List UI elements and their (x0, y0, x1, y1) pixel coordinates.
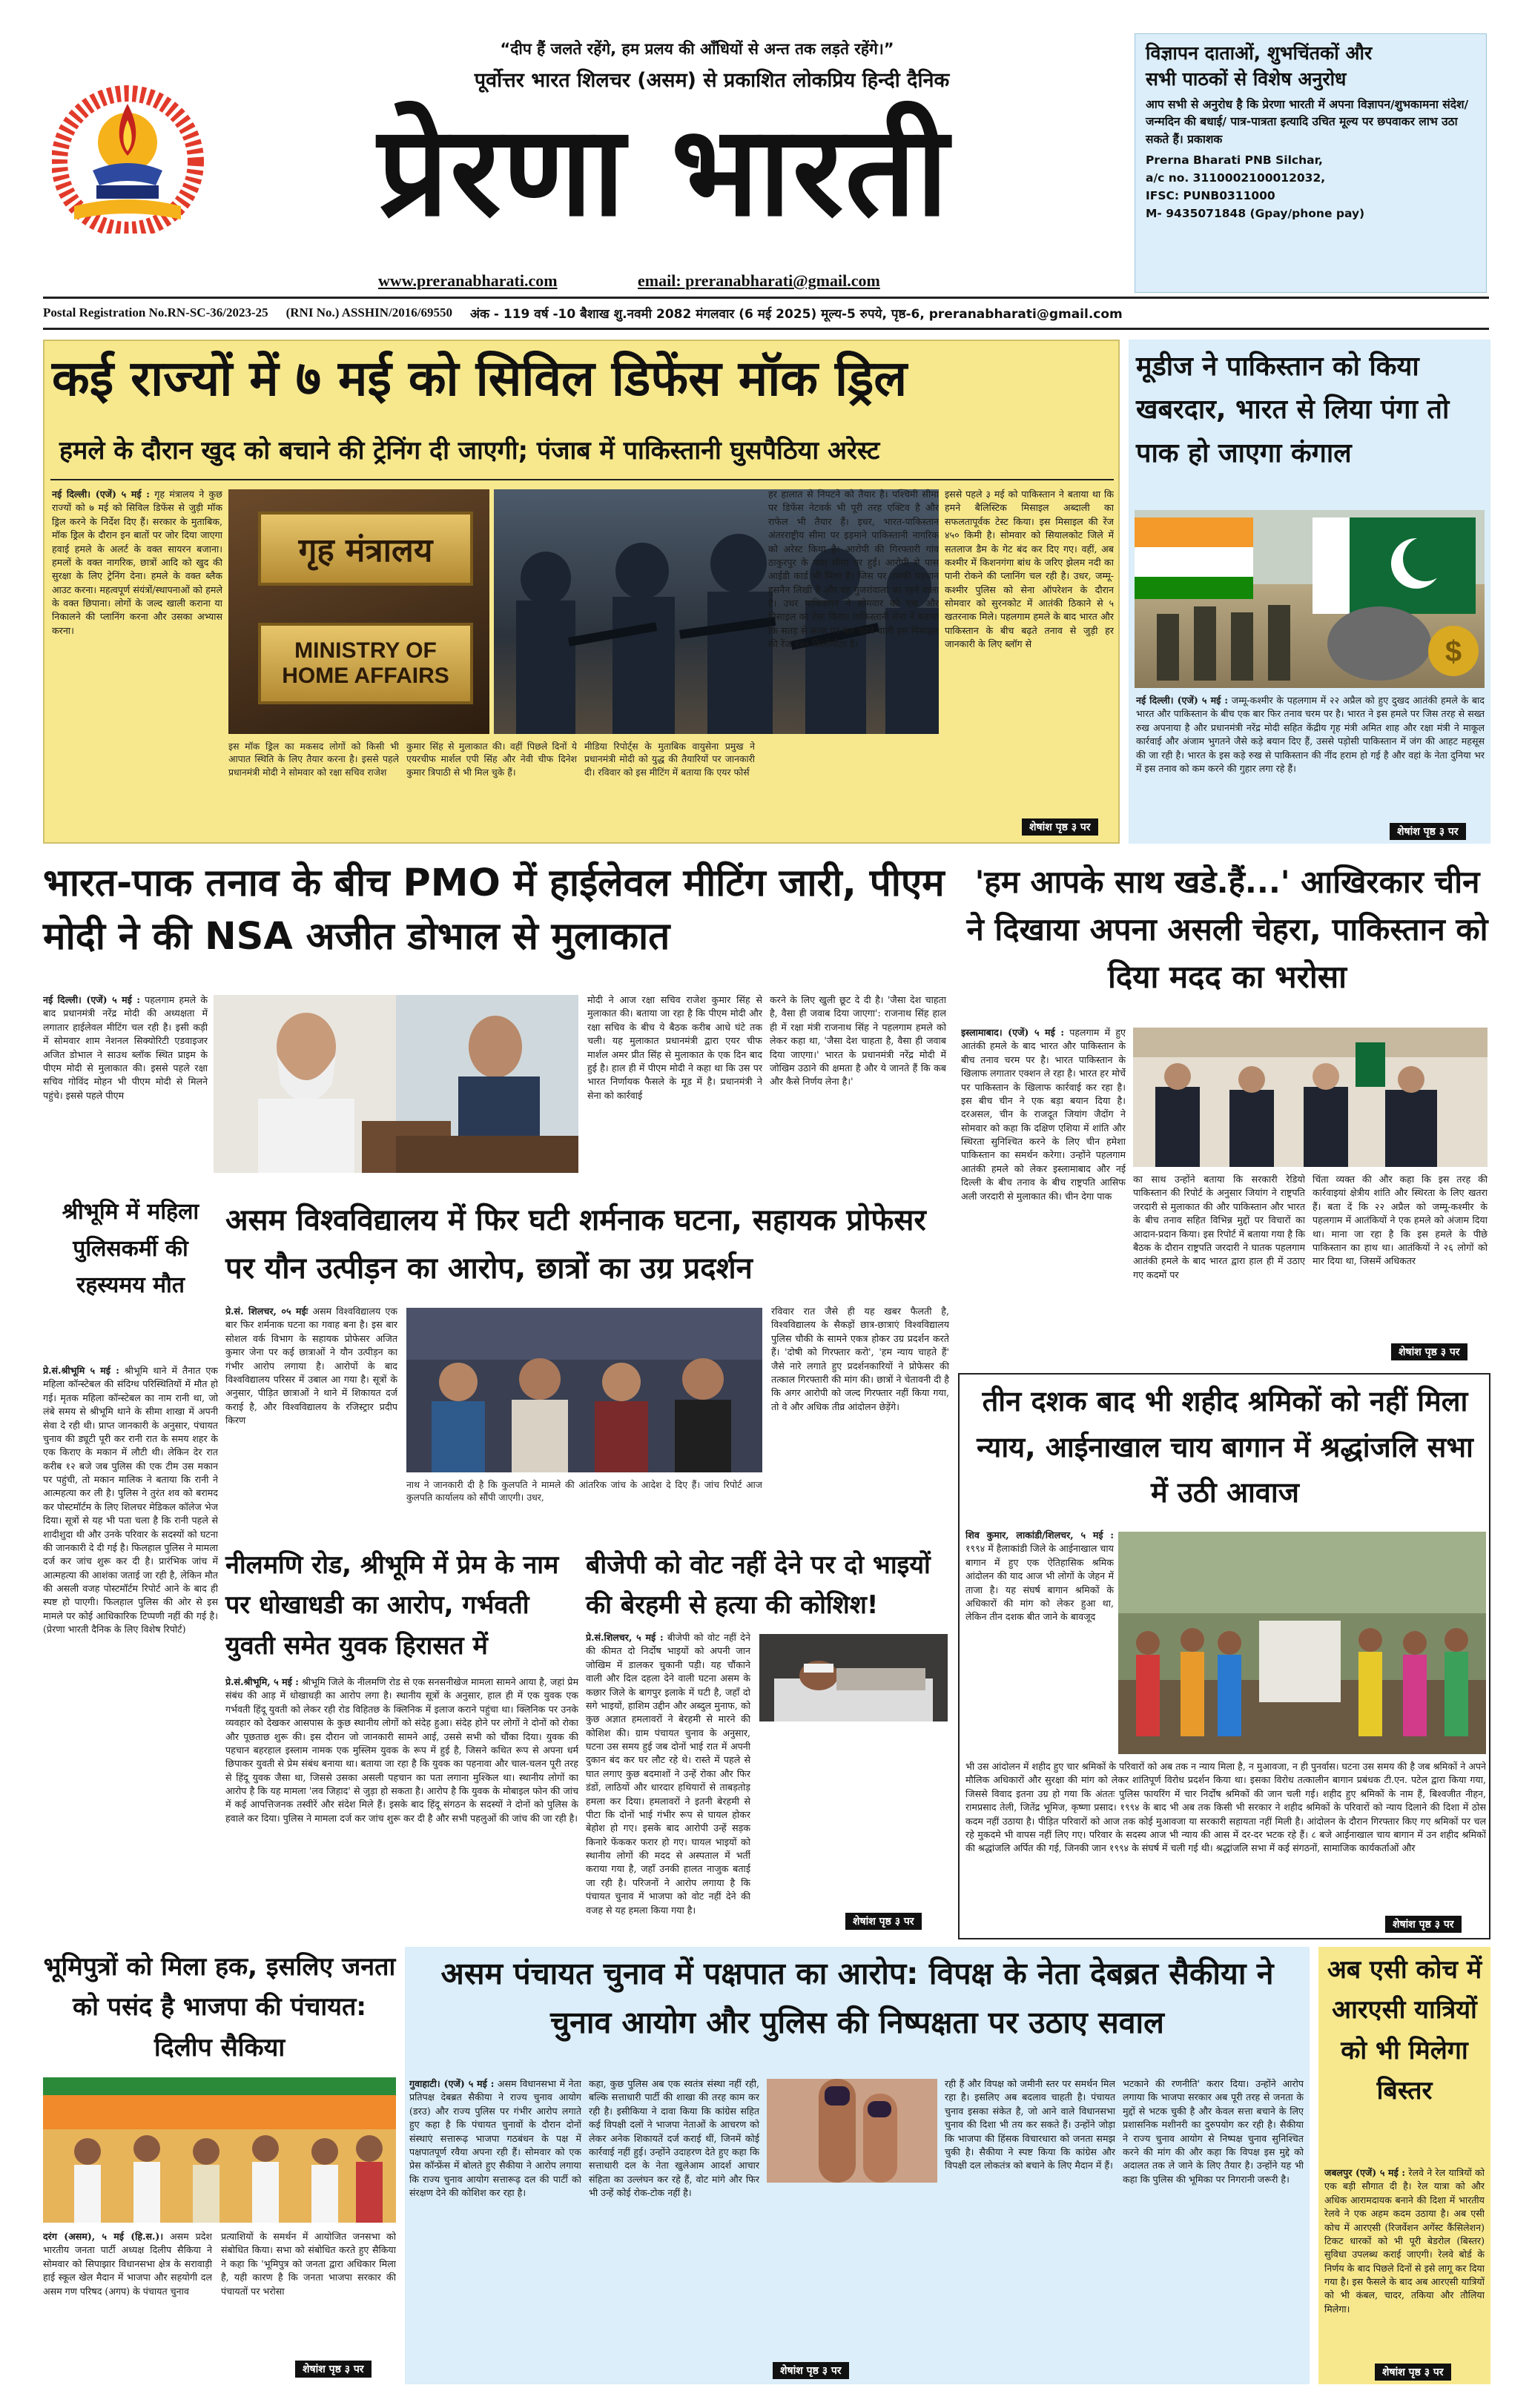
tribute-meeting-photo (1118, 1532, 1486, 1754)
injured-brothers-photo (759, 1634, 948, 1721)
china-col-3: चिंता व्यक्त की और कहा कि इस तरह की कार्रवाइयां क्षेत्रीय शांति और स्थिरता के लिए खतरा हैं। बता दें कि २२ अप्रैल को जम्मू-कश्मीर के पहलगाम में आतंकियों ने एक हमले को अंजाम दिया था। माना जा रहा है कि इस हमले के पीछे पाकिस्तान का हाथ था। आतंकियों ने २६ लोगों को मार दिया था, जिसमें अधिकतर (1313, 1174, 1488, 1267)
moodys-dateline: नई दिल्ली। (एजें) ५ मई : (1136, 695, 1229, 706)
ac-coach-dateline: जबलपुर (एजें) ५ मई : (1324, 2167, 1406, 2178)
panchayat-dateline: गुवाहाटी। (एजें) ५ मई : (409, 2078, 495, 2089)
china-dateline: इस्लामाबाद। (एजें) ५ मई : (961, 1027, 1064, 1038)
pakistan-bomb-photo (1135, 510, 1485, 688)
inked-finger-photo (767, 2079, 937, 2183)
china-continued[interactable]: शेषांश पृष्ठ ३ पर (1391, 1343, 1467, 1360)
tea-dateline: शिव कुमार, लाकांडी/शिलचर, ५ मई : (965, 1529, 1114, 1541)
university-col-1 (225, 1305, 397, 1527)
panchayat-headline: असम पंचायत चुनाव में पक्षपात का आरोप: विपक्ष के नेता देबब्रत सैकीया ने चुनाव आयोग और पुलिस की निष्पक्षता पर उठाए सवाल (440, 1956, 1274, 2040)
lead-story (43, 340, 1120, 844)
svg-text:$: $ (1444, 635, 1462, 668)
bhumiputra-dateline: दरंग (असम), ५ मई (हि.स.)। (43, 2231, 164, 2242)
lead-continued[interactable]: शेषांश पृष्ठ ३ पर (1022, 818, 1098, 836)
tea-col-1 (965, 1529, 1114, 1751)
panchayat-col-4: भटकाने की रणनीति' करार दिया। उन्होंने आरोप लगाया कि भाजपा सरकार अब पूरी तरह से जनता के मुद्दों से भटक चुकी है और केवल सत्ता बचाने के लिए प्रशासनिक मशीनरी का दुरुपयोग कर रही है। सैकीया ने राज्य चुनाव आयोग से निष्पक्ष चुनाव सुनिश्चित करने की मांग की और कहा कि विपक्ष इस मुद्दे को अदालत तक ले जाने के लिए तैयार है। उन्होंने यह भी कहा कि पुलिस की भूमिका पर निगरानी जरूरी है। (1123, 2078, 1304, 2185)
sign-text-hindi: गृह मंत्रालय (298, 532, 433, 569)
lead-caption-1: इस मॉक ड्रिल का मकसद लोगों को किसी भी आपात स्थिति के लिए तैयार करना है। इससे पहले प्रधानमंत्री मोदी ने सोमवार को रक्षा सचिव राजेश (228, 741, 399, 778)
student-protest-photo (406, 1308, 762, 1472)
university-col-1-text: असम विश्वविद्यालय एक बार फिर शर्मनाक घटना का गवाह बना है। इस बार सोशल वर्क विभाग के सहायक प्रोफेसर अजित कुमार जेना पर कई छात्राओं ने यौन उत्पीड़न का गंभीर आरोप लगाया है। आरोपों के बाद विश्वविद्यालय परिसर में उबाल आ गया है। सूत्रों के अनुसार, पीड़ित छात्राओं ने थाने में शिकायत दर्ज कराई है, और विश्वविद्यालय के रजिस्ट्रार प्रदीप किरण (225, 1306, 397, 1426)
masthead-subtitle: पूर्वोत्तर भारत शिलचर (असम) से प्रकाशित लोकप्रिय हिन्दी दैनिक (474, 69, 950, 92)
pmo-col-1-text: पहलगाम हमले के बाद प्रधानमंत्री नरेंद्र मोदी की अध्यक्षता में लगातार हाईलेवल मीटिंग चल रही है। इसी कड़ी में सोमवार शाम नेशनल सिक्योरिटी एडवाइजर अजित डोभाल ने साउथ ब्लॉक स्थित प्राइम के पीएम मोदी से मुलाकात की। इससे पहले रक्षा सचिव गोविंद मोहन भी पीएम मोदी से मिलने पहुंचे। इससे पहले पीएम (43, 994, 208, 1101)
bank-line-3: IFSC: PUNB0311000 (1146, 188, 1275, 202)
panchayat-col-3: रही हैं और विपक्ष को जमीनी स्तर पर समर्थन मिल रहा है। इसलिए अब बदलाव चाहती है। पंचायत चुनाव इसका संकेत है, जो आने वाले विधानसभा चुनाव की दिशा भी तय कर सकते हैं। उन्होंने जोड़ा कि भाजपा की हिंसक विचारधारा को जनता समझ चुकी है। सैकीया ने स्पष्ट किया कि कांग्रेस और विपक्षी दल लोकतंत्र को बचाने के लिए मैदान में हैं। (945, 2078, 1115, 2172)
sribhumi-headline: श्रीभूमि में महिला पुलिसकर्मी की रहस्यमय मौत (62, 1199, 199, 1298)
ac-coach-story (1318, 1947, 1490, 2384)
tea-garden-story (958, 1373, 1490, 1939)
bjp-story (586, 1545, 949, 1936)
ac-coach-headline: अब एसी कोच में आरएसी यात्रियों को भी मिलेगा बिस्तर (1327, 1955, 1482, 2106)
pmo-dateline: नई दिल्ली। (एजें) ५ मई : (43, 994, 140, 1005)
ac-coach-body (1324, 2166, 1485, 2356)
ac-coach-continued[interactable]: शेषांश पृष्ठ ३ पर (1375, 2364, 1451, 2381)
tea-body: भी उस आंदोलन में शहीद हुए चार श्रमिकों के परिवारों को अब तक न न्याय मिला है, न मुआवजा, न ही पुनर्वास। घटना उस समय की है जब श्रमिकों ने अपने मौलिक अधिकारों और सुरक्षा की मांग को लेकर शांतिपूर्ण विरोध प्रदर्शन किया था। इसका विरोध तत्कालीन बागान प्रबंधक टी.एन. पटेल द्वारा किया गया, जिससे विवाद इतना उग्र हो गया कि अंततः पुलिस फायरिंग में चार निर्दोष श्रमिकों की जान चली गई। शहीद हुए श्रमिकों के नाम हैं, बिश्वजीत नीहन, रामप्रसाद तेली, जितेंद्र भूमिज, कृष्णा प्रसाद। १९९४ के बाद भी अब तक किसी भी सरकार ने शहीद श्रमिकों के परिवारों को न्याय दिलाने की दिशा में ठोस कदम नहीं उठाया है। पीड़ित परिवारों को आज तक कोई मुआवजा या सरकारी सहायता नहीं मिली है। आंदोलन के दौरान गिरफ्तार किए गए श्रमिकों पर चल रहे मुकदमे भी वापस नहीं लिए गए। परिवार के सदस्य आज भी न्याय की आस में दर-दर भटक रहे हैं। ८ बजे आईनाखाल चाय बागान में उन शहीद श्रमिकों की श्रद्धांजलि अर्पित की गई, जिनकी जान १९९४ के संघर्ष में चली गई थी। श्रद्धांजलि सभा में कई संगठनों, सामाजिक कार्यकर्ताओं और (965, 1761, 1486, 1854)
nilmani-headline: नीलमणि रोड, श्रीभूमि में प्रेम के नाम पर धोखाधडी का आरोप, गर्भवती युवती समेत युवक हिरासत में (225, 1550, 559, 1661)
lead-col-2: हर हालात से निपटने को तैयार है। पश्चिमी सीमा पर डिफेंस नेटवर्क भी पूरी तरह एक्टिव है और राफेल भी तैयार हैं। इधर, भारत-पाकिस्तान अंतरराष्ट्रीय सीमा पर इड़माने पाकिस्तानी नागरिक को अरेस्ट किया है। आरोपी की गिरफ्तारी गांव ठाकुरपुर के पास सीमा पर हुई। आरोपी से पास आईडी कार्ड भी मिला है। जिस पर उसकी पहचान हुसनैन लिखी है और वह गुजरांवाला का रहने वाला है। उधर पाकिस्तान ने सोमवार को एक और मिसाइल का टेस्ट किया। पाकिस्तानी सेना ने बताया कि सतह से सतह पर मार करने वाली इस मिसाइल की रेंज १२० किलोमीटर है। (768, 489, 939, 650)
notice-line-1: विज्ञापन दाताओं, शुभचिंतकों और (1146, 42, 1373, 64)
bjp-headline: बीजेपी को वोट नहीं देने पर दो भाइयों की बेरहमी से हत्या की कोशिश! (586, 1550, 931, 1621)
sribhumi-body-text: श्रीभूमि थाने में तैनात एक महिला कॉन्स्टेबल की संदिग्ध परिस्थितियों में मौत हो गई। मृतक महिला कॉन्स्टेबल का नाम रानी था, जो लंबे समय से श्रीभूमि थाने के सीमा शाखा में अपनी सेवा दे रही थी। प्राप्त जानकारी के अनुसार, पंचायत चुनाव की ड्यूटी पूरी कर रानी रात के समय शहर के एक किराए के मकान में लौटी थी। लेकिन देर रात करीब १२ बजे जब पुलिस की एक टीम उस मकान पर पहुंची, तो मकान मालिक ने बताया कि रानी ने आत्महत्या कर ली है। पुलिस ने तुरंत शव को बरामद कर पोस्टमॉर्टम के लिए शिलचर मेडिकल कॉलेज भेज दिया। सूत्रों से यह भी पता चला है कि रानी पहले से शादीशुदा थी और उनके परिवार के सदस्यों को घटना की जानकारी दे दी गई है। फिलहाल पुलिस ने मामला दर्ज कर जांच शुरू कर दी है। प्रारंभिक जांच में आत्महत्या की आशंका जताई जा रही है, लेकिन मौत की असली वजह पोस्टमॉर्टम रिपोर्ट आने के बाद ही स्पष्ट हो पाएगी। फिलहाल पुलिस की ओर से इस मामले पर कोई आधिकारिक टिप्पणी नहीं की गई है। (प्रेरणा भारती दैनिक के लिए विशेष रिपोर्ट) (43, 1365, 218, 1635)
lead-caption-3: मीडिया रिपोर्ट्स के मुताबिक वायुसेना प्रमुख ने प्रधानमंत्री मोदी को युद्ध की तैयारियों पर जानकारी दी। रविवार को इस मीटिंग में बताया कि एयर फोर्स (584, 741, 755, 778)
tea-headline: तीन दशक बाद भी शहीद श्रमिकों को नहीं मिला न्याय, आईनाखाल चाय बागान में श्रद्धांजलि सभा में उठी आवाज (977, 1385, 1473, 1509)
sribhumi-story (43, 1194, 218, 1935)
china-col-1-text: पहलगाम में हुए आतंकी हमले के बाद भारत और पाकिस्तान के बीच तनाव चरम पर है। भारत पाकिस्तान के खिलाफ लगातार एक्शन ले रहा है। भारत हर मोर्चे पर पाकिस्तान के खिलाफ कार्रवाई कर रहा है। इस बीच चीन ने एक बड़ा बयान दिया है। दरअसल, चीन के राजदूत जियांग जैदोंग ने सोमवार को कहा कि दक्षिण एशिया में शांति और स्थिरता सुनिश्चित करने के लिए चीन हमेशा पाकिस्तान का समर्थन करेगा। उन्होंने पहलगाम आतंकी हमले को लेकर इस्लामाबाद और नई दिल्ली के बीच तनाव के बीच राष्ट्रपति आसिफ अली जरदारी से मुलाकात की। चीन देगा पाक (961, 1027, 1126, 1202)
pmo-headline: भारत-पाक तनाव के बीच PMO में हाईलेवल मीटिंग जारी, पीएम मोदी ने की NSA अजीत डोभाल से मुलाकात (43, 861, 945, 959)
moodys-body-text: जम्मू-कश्मीर के पहलगाम में २२ अप्रैल को हुए दुखद आतंकी हमले के बाद भारत और पाकिस्तान के बीच एक बार फिर तनाव चरम पर है। भारत ने इस हमले पर जिस तरह से सख्त रुख अपनाया है और प्रधानमंत्री नरेंद्र मोदी सहित केंद्रीय गृह मंत्री अमित शाह और रक्षा मंत्री ने माकूल कार्रवाई और अंजाम भुगतने जैसे कड़े बयान दिए हैं, उससे पड़ोसी पाकिस्तान में जंग की आहट महसूस की जा रही है। भारत के इस कड़े रुख से पाकिस्तान की नींद हराम हो गई है और वहां के नेता दुनिया भर में इस तनाव को कम करने की गुहार लगा रहे हैं। (1136, 695, 1485, 774)
lead-col-3: इससे पहले ३ मई को पाकिस्तान ने बताया था कि हमने बैलिस्टिक मिसाइल अब्दाली का सफलतापूर्वक टेस्ट किया। इस मिसाइल की रेंज ४५० किमी है। सोमवार को सियालकोट जिले में सतलाज डैम के गेट बंद कर दिए गए। वहीं, अब कश्मीर में किशनगंगा बांध के जरिए झेलम नदी का पानी रोकने की प्लानिंग चल रही है। उधर, जम्मू-कश्मीर पुलिस को सेना ऑपरेशन के दौरान सोमवार को सुरनकोट में आतंकी ठिकाने से ५ खतरनाक मिले। पहलगाम हमले के बाद भारत और पाकिस्तान के बीच बढ़ते तनाव से जुड़ी हर जानकारी के लिए ब्लॉग से (945, 489, 1114, 650)
bhumiputra-col-1 (43, 2230, 212, 2383)
pmo-col-2: मोदी ने आज रक्षा सचिव राजेश कुमार सिंह से मुलाकात की। बताया जा रहा है कि पीएम मोदी और रक्षा सचिव के बीच ये बैठक करीब आधे घंटे तक चली। यह मुलाकात प्रधानमंत्री द्वारा एयर चीफ मार्शल अमर प्रीत सिंह से मुलाकात के एक दिन बाद हुई है। हाल ही में पीएम मोदी ने कहा था कि उस पर भारत निर्णायक फैसले के मूड में है। प्रधानमंत्री ने सेना को कार्रवाई (587, 994, 762, 1101)
nilmani-body (225, 1676, 578, 1932)
strip-rule-top (43, 297, 1489, 299)
panchayat-continued[interactable]: शेषांश पृष्ठ ३ पर (773, 2362, 849, 2379)
bhumiputra-continued[interactable]: शेषांश पृष्ठ ३ पर (295, 2361, 372, 2378)
bjp-body-text: बीजेपी को वोट नहीं देने की कीमत दो निर्दोष भाइयों को अपनी जान जोखिम में डालकर चुकानी पड़ी। यह चौंकाने वाली और दिल दहला देने वाली घटना असम के कछार जिले के बागपुर इलाके में घटी है, जहाँ दो सगे भाइयों, हाशिम उद्दीन और अब्दुल मुनाफ, को कुछ अज्ञात हमलावरों ने बेरहमी से मारने की कोशिश की। ग्राम पंचायत चुनाव के अनुसार, घटना उस समय हुई जब दोनों भाई रात में अपनी दुकान बंद कर घर लौट रहे थे। रास्ते में पहले से घात लगाए कुछ बदमाशों ने उन्हें रोका और फिर डंडों, लाठियों और धारदार हथियारों से ताबड़तोड़ हमला कर दिया। हमलावरों ने इतनी बेरहमी से पीटा कि दोनों भाई गंभीर रूप से घायल होकर बेहोश हो गए। इसके बाद आरोपी उन्हें सड़क किनारे फेंककर फरार हो गए। घायल भाइयों को स्थानीय लोगों की मदद से अस्पताल में भर्ती कराया गया है, जहाँ उनकी हालत नाजुक बताई जा रही है। परिजनों ने आरोप लगाया है कि पंचायत चुनाव में भाजपा को वोट नहीं देने की वजह से यह हमला किया गया है। (586, 1632, 750, 1916)
rni-number: (RNI No.) ASSHIN/2016/69550 (285, 305, 452, 320)
tea-col-1-text: १९९४ में हैलाकांडी जिले के आईनाखाल चाय बागान में हुए एक ऐतिहासिक श्रमिक आंदोलन की याद आज भी लोगों के जेहन में ताजा है। यह संघर्ष बागान श्रमिकों के अधिकारों की मांग को लेकर हुआ था, लेकिन तीन दशक बीत जाने के बावजूद (965, 1543, 1114, 1623)
university-dateline: प्रे.सं. शिलचर, ०५ मईः (225, 1306, 308, 1317)
pmo-story (43, 857, 949, 1183)
masthead (0, 0, 1532, 297)
pmo-col-1 (43, 993, 208, 1179)
panchayat-col-1 (409, 2077, 581, 2381)
panchayat-col-2: कहा, कुछ पुलिस अब एक स्वतंत्र संस्था नहीं रही, बल्कि सत्ताधारी पार्टी की शाखा की तरह काम कर रही है। इसीकिया ने दावा किया कि कांग्रेस सहित कई विपक्षी दलों ने भाजपा नेताओं के आचरण को लेकर अनेक शिकायतें दर्ज कराई थीं, जिनमें कोई कार्रवाई नहीं हुई। उन्होंने उदाहरण देते हुए कहा कि सत्ताधारी दल के नेता खुलेआम आदर्श आचार संहिता का उल्लंघन कर रहे हैं, वोट मांगे और फिर भी उन्हें कोई रोक-टोक नहीं है। (589, 2078, 759, 2198)
university-col-3: रविवार रात जैसे ही यह खबर फैलती है, विश्वविद्यालय के सैकड़ों छात्र-छात्राएं विश्वविद्यालय पुलिस चौकी के सामने एकत्र होकर उग्र प्रदर्शन करते हैं। 'दोषी को गिरफ्तार करो', 'हम न्याय चाहते हैं' जैसे नारे लगाते हुए प्रदर्शनकारियों ने प्रोफेसर की तत्काल गिरफ्तारी की मांग की। छात्रों ने चेतावनी दी है कि अगर आरोपी को जल्द गिरफ्तार नहीं किया गया, तो वे और अधिक तीव्र आंदोलन छेड़ेंगे। (771, 1306, 949, 1412)
moodys-story (1129, 340, 1490, 844)
sign-plate-english (258, 623, 473, 704)
university-headline: असम विश्वविद्यालय में फिर घटी शर्मनाक घटना, सहायक प्रोफेसर पर यौन उत्पीड़न का आरोप, छात्रों का उग्र प्रदर्शन (225, 1203, 926, 1286)
bhumiputra-col-1-text: असम प्रदेश भारतीय जनता पार्टी अध्यक्ष दिलीप सैकिया ने सोमवार को सिपाझार विधानसभा क्षेत्र के सरावाड़ी हाई स्कूल खेल मैदान में भाजपा और सहयोगी दल असम गण परिषद (अगप) के पंचायत चुनाव (43, 2231, 212, 2297)
china-envoy-photo (1133, 1028, 1488, 1167)
lead-col-1-text: गृह मंत्रालय ने कुछ राज्यों को ७ मई को सिविल डिफेंस से जुड़ी मॉक ड्रिल करने के निर्देश दिए हैं। सरकार के मुताबिक, मॉक ड्रिल के दौरान इन बातों पर जोर दिया जाएगा हवाई हमले के अलर्ट के वक्त सायरन बजाना। हमलों के वक्त नागरिक, छात्रों आदि को खुद की सुरक्षा के लिए ट्रेनिंग देना। हमले के वक्त ब्लैक आउट करना। महत्वपूर्ण संयंत्रों/स्थापनाओं को हमले के वक्त छिपाना। लोगों के जल्द खाली कराना या निकालने की प्लानिंग करना और उसका अभ्यास करना। (52, 489, 222, 636)
website-link[interactable]: www.preranabharati.com (378, 271, 558, 290)
sribhumi-body (43, 1364, 218, 1929)
university-caption: नाथ ने जानकारी दी है कि कुलपति ने मामले की आंतरिक जांच के आदेश दे दिए हैं। जांच रिपोर्ट आज कुलपति कार्यालय को सौंपी जाएगी। उधर, (406, 1479, 762, 1504)
lead-col-1 (52, 488, 222, 829)
bank-line-1: Prerna Bharati PNB Silchar, (1146, 153, 1323, 167)
email-link[interactable]: email: preranabharati@gmail.com (638, 271, 880, 290)
bjp-rally-photo (43, 2077, 396, 2223)
notice-body: आप सभी से अनुरोध है कि प्रेरणा भारती में अपना विज्ञापन/शुभकामना संदेश/ जन्मदिन की बधाई/ पात्र-पात्रता इत्यादि उचित मूल्य पर छपवाकर लाभ उठा सकते हैं। प्रकाशक (1146, 98, 1469, 146)
panchayat-story (405, 1947, 1310, 2384)
panchayat-col-1-text: असम विधानसभा में नेता प्रतिपक्ष देबब्रत सैकीया ने राज्य चुनाव आयोग (डरउ) और राज्य पुलिस पर गंभीर आरोप लगाते हुए कहा है कि पंचायत चुनावों के दौरान दोनों संस्थाएं सत्तारूढ़ भाजपा गठबंधन के पक्ष में पक्षपातपूर्ण रवैया अपना रही हैं। सोमवार को एक प्रेस कॉन्फ्रेंस में बोलते हुए सैकीया ने आरोप लगाया कि राज्य चुनाव आयोग सत्तारूढ़ दल की पार्टी को संरक्षण देने की कोशिश कर रहा है। (409, 2078, 581, 2198)
logo-emblem (52, 74, 204, 234)
nilmani-body-text: श्रीभूमि जिले के नीलमणि रोड से एक सनसनीखेज मामला सामने आया है, जहां प्रेम संबंध की आड़ में धोखाधड़ी का आरोप लगा है। स्थानीय सूत्रों के अनुसार, हाल ही में एक युवक एक गर्भवती हिंदू युवती को लेकर रही रोड विहितछ के क्लिनिक में इलाज कराने पहुंचा था। क्लिनिक पर उनके व्यवहार को देखकर आसपास के कुछ स्थानीय लोगों को संदेह हुआ। संदेह होने पर लोगों ने दोनों को रोका और पूछताछ शुरू की। इस दौरान जो जानकारी सामने आई, उससे सभी को चौंका दिया। युवक की पहचान बहरहाल इस्लाम नामक एक मुस्लिम युवक के रूप में हुई है, जिसने कथित रूप से अपना धर्म छिपाकर युवती से प्रेम संबंध बनाया था। बताया जा रहा है कि युवक का पहनावा और चाल-चलन पूरी तरह से हिंदू युवक जैसा था, जिससे उसका असली पहचान का पता लगाना मुश्किल था। स्थानीय लोगों का आरोप है कि यह मामला 'लव जिहाद' से जुड़ा हो सकता है। आरोप है कि युवक के मोबाइल फोन की जांच में कई आपत्तिजनक तस्वीरें और संदेश मिले हैं। इसके बाद हिंदू संगठन के सदस्यों ने दोनों को पुलिस के हवाले कर दिया। पुलिस ने मामला दर्ज कर जांच शुरू कर दी है और सभी पहलुओं की जांच की जा रही है। (225, 1676, 578, 1824)
registration-strip (43, 300, 1489, 326)
bjp-col-1 (586, 1631, 750, 1932)
sribhumi-dateline: प्रे.सं.श्रीभूमि ५ मई : (43, 1365, 119, 1376)
moodys-body (1136, 694, 1485, 824)
strip-rule-bottom (43, 328, 1489, 330)
bjp-continued[interactable]: शेषांश पृष्ठ ३ पर (845, 1913, 922, 1930)
china-headline: 'हम आपके साथ खडे.हैं...' आखिरकार चीन ने दिखाया अपना असली चेहरा, पाकिस्तान को दिया मदद का भरोसा (966, 864, 1488, 995)
lead-caption-2: कुमार सिंह से मुलाकात की। वहीं पिछले दिनों ये एयरचीफ मार्शल एपी सिंह और नेवी चीफ दिनेश कुमार त्रिपाठी से भी मिल चुके हैं। (406, 741, 577, 778)
tea-continued[interactable]: शेषांश पृष्ठ ३ पर (1385, 1916, 1462, 1933)
lead-dateline: नई दिल्ली। (एजें) ५ मई : (52, 489, 150, 500)
bhumiputra-col-2: प्रत्याशियों के समर्थन में आयोजित जनसभा को संबोधित किया। सभा को संबोधित करते हुए सैकिया ने कहा कि 'भूमिपुत्र को जनता द्वारा अधिकार मिला है, यही कारण है कि जनता भाजपा सरकार की पंचायतों पर भरोसा (221, 2231, 396, 2297)
bjp-dateline: प्रे.सं.शिलचर, ५ मई : (586, 1632, 664, 1643)
postal-registration: Postal Registration No.RN-SC-36/2023-25 (43, 305, 268, 320)
ac-coach-body-text: रेलवे ने रेल यात्रियों को एक बड़ी सौगात दी है। रेल यात्रा को और अधिक आरामदायक बनाने की दिशा में भारतीय रेलवे ने एक अहम कदम उठाया है। अब एसी कोच में आरएसी (रिजर्वेशन अगेंस्ट कैंसिलेशन) टिकट धारकों को भी पूरी बेडरोल (बिस्तर) सुविधा उपलब्ध कराई जाएगी। रेलवे बोर्ड के निर्णय के बाद पिछले दिनों से इसे लागू कर दिया गया है। इस फैसले के बाद अब आरएसी यात्रियों को भी कंबल, चादर, तकिया और तौलिया मिलेगा। (1324, 2167, 1485, 2315)
moodys-headline: मूडीज ने पाकिस्तान को किया खबरदार, भारत से लिया पंगा तो पाक हो जाएगा कंगाल (1136, 351, 1450, 469)
nilmani-story (225, 1545, 578, 1936)
modi-meeting-photo (214, 995, 578, 1173)
moodys-continued[interactable]: शेषांश पृष्ठ ३ पर (1390, 823, 1466, 840)
lead-headline: कई राज्यों में ७ मई को सिविल डिफेंस मॉक ड्रिल (52, 350, 908, 407)
china-col-2: का साथ उन्होंने बताया कि सरकारी रेडियो पाकिस्तान की रिपोर्ट के अनुसार जियांग ने राष्ट्रपति जरदारी से मुलाकात की और पाकिस्तान और भारत के बीच तनाव सहित विभिन्न मुद्दों पर विचारों का आदान-प्रदान किया। इस रिपोर्ट में बताया गया है कि बैठक के दौरान राष्ट्रपति जरदारी ने घातक पहलगाम आतंकी हमले के बाद भारत द्वारा हाल ही में उठाए गए कदमों पर (1133, 1174, 1305, 1280)
sign-plate-hindi (258, 512, 473, 586)
nilmani-dateline: प्रे.सं.श्रीभूमि, ५ मई : (225, 1676, 299, 1687)
issue-info: अंक - 119 वर्ष -10 बैशाख शु.नवमी 2082 मंगलवार (6 मई 2025) मूल्य-5 रुपये, पृष्ठ-6, preranabharati@gmail.com (469, 306, 1123, 322)
lead-subhead: हमले के दौरान खुद को बचाने की ट्रेनिंग दी जाएगी; पंजाब में पाकिस्तानी घुसपैठिया अरेस्ट (59, 436, 880, 466)
masthead-title: प्रेरणा भारती (377, 97, 950, 244)
university-story (225, 1197, 949, 1545)
lead-rule (50, 479, 1114, 480)
notice-line-2: सभी पाठकों से विशेष अनुरोध (1146, 68, 1347, 90)
ministry-sign-photo (228, 489, 489, 734)
bhumiputra-headline: भूमिपुत्रों को मिला हक, इसलिए जनता को पसंद है भाजपा की पंचायत: दिलीप सैकिया (43, 1952, 396, 2063)
bank-line-2: a/c no. 3110002100012032, (1146, 171, 1326, 185)
bank-line-4: M- 9435071848 (Gpay/phone pay) (1146, 206, 1365, 220)
bjp-col-2 (759, 1727, 948, 1913)
china-col-1 (961, 1026, 1126, 1360)
bhumiputra-story (43, 1947, 396, 2384)
pmo-col-3: करने के लिए खुली छूट दे दी है। 'जैसा देश चाहता है, वैसा ही जवाब दिया जाएगा': राजनाथ सिंह हाल ही में रक्षा मंत्री राजनाथ सिंह ने पहलगाम हमले को लेकर कहा था, 'जैसा देश चाहता है, वैसा ही जवाब दिया जाएगा।' भारत के प्रधानमंत्री नरेंद्र मोदी में जोखिम उठाने की क्षमता है और ये जानते हैं कि कब और कैसे निर्णय लेना है।' (770, 994, 946, 1088)
advertiser-notice-box (1135, 33, 1487, 293)
china-story (961, 857, 1490, 1364)
motto: “दीप हैं जलते रहेंगे, हम प्रलय की आँधियों से अन्त तक लड़ते रहेंगे।” (500, 40, 894, 58)
sign-text-english: MINISTRY OF HOME AFFAIRS (282, 638, 449, 688)
